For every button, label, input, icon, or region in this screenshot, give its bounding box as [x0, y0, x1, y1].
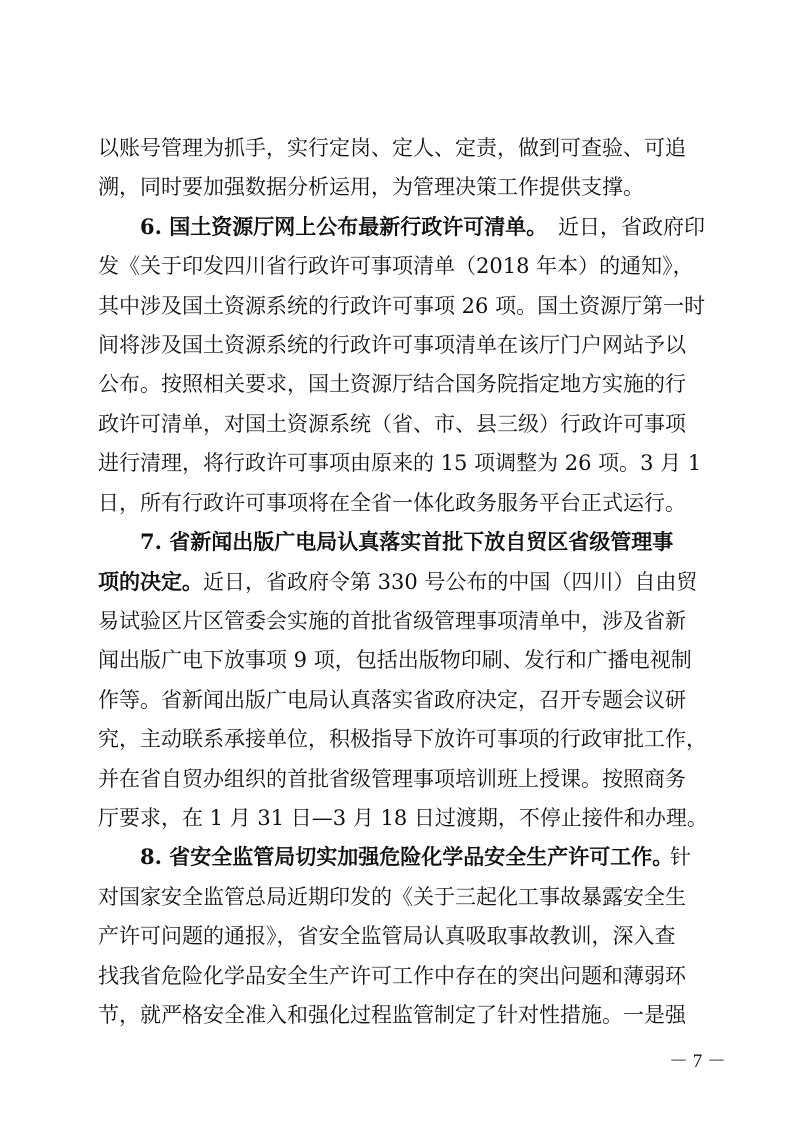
body-line: [0, 961, 793, 991]
paragraph-text: 对国家安全监管总局近期印发的《关于三起化工事故暴露安全生: [98, 885, 686, 909]
body-line: [0, 330, 793, 360]
body-line: [0, 133, 793, 163]
paragraph-text: 究，主动联系承接单位，积极指导下放许可事项的行政审批工作，: [98, 727, 707, 751]
paragraph-text: 闻出版广电下放事项 9 项，包括出版物印刷、发行和广播电视制: [98, 648, 692, 672]
body-line: [0, 645, 793, 675]
body-line: [0, 291, 793, 321]
paragraph-text: 进行清理，将行政许可事项由原来的 15 项调整为 26 项。3 月 1: [98, 451, 702, 475]
page-number: － 7 －: [668, 1051, 726, 1072]
paragraph-text: 近日，省政府令第 330 号公布的中国（四川）自由贸: [203, 570, 698, 594]
paragraph-text: 间将涉及国土资源系统的行政许可事项清单在该厅门户网站予以: [98, 333, 686, 357]
body-line: [0, 409, 793, 439]
body-line: [0, 685, 793, 715]
paragraph-text: 发《关于印发四川省行政许可事项清单（2018 年本）的通知》，: [98, 254, 694, 278]
body-line: [0, 882, 793, 912]
body-line: [0, 764, 793, 794]
paragraph-text: 近日，省政府印: [558, 215, 705, 239]
paragraph-text: 针: [670, 845, 691, 869]
paragraph-text: 作等。省新闻出版广电局认真落实省政府决定，召开专题会议研: [98, 688, 686, 712]
paragraph-text: 厅要求，在 1 月 31 日—3 月 18 日过渡期，不停止接件和办理。: [98, 806, 708, 830]
paragraph-text: 其中涉及国土资源系统的行政许可事项 26 项。国土资源厅第一时: [98, 294, 706, 318]
item-8-title: 8. 省安全监管局切实加强危险化学品安全生产许可工作。: [140, 844, 674, 869]
body-line: [0, 172, 793, 202]
paragraph-text: 找我省危险化学品安全生产许可工作中存在的突出问题和薄弱环: [98, 964, 686, 988]
item-6-first-line: [0, 212, 793, 242]
paragraph-text: 溯，同时要加强数据分析运用，为管理决策工作提供支撑。: [98, 175, 644, 199]
body-line: [0, 803, 793, 833]
paragraph-text: 节，就严格安全准入和强化过程监管制定了针对性措施。一是强: [98, 1003, 686, 1027]
paragraph-text: 公布。按照相关要求，国土资源厅结合国务院指定地方实施的行: [98, 372, 686, 396]
body-line: [0, 921, 793, 951]
body-line: [0, 606, 793, 636]
paragraph-text: 以账号管理为抓手，实行定岗、定人、定责，做到可查验、可追: [98, 136, 686, 160]
item-7-second-line: [0, 567, 793, 597]
item-8-first-line: [0, 842, 793, 872]
body-line: [0, 1000, 793, 1030]
body-line: [0, 251, 793, 281]
body-line: [0, 724, 793, 754]
item-7-title: 7. 省新闻出版广电局认真落实首批下放自贸区省级管理事: [140, 529, 674, 554]
body-line: [0, 369, 793, 399]
paragraph-text: 易试验区片区管委会实施的首批省级管理事项清单中，涉及省新: [98, 609, 686, 633]
body-line: [0, 488, 793, 518]
paragraph-text: 产许可问题的通报》，省安全监管局认真吸取事故教训，深入查: [98, 924, 676, 948]
body-line: [0, 448, 793, 478]
item-6-title: 6. 国土资源厅网上公布最新行政许可清单。: [140, 214, 548, 239]
item-7-first-line: [0, 527, 793, 557]
paragraph-text: 日，所有行政许可事项将在全省一体化政务服务平台正式运行。: [98, 491, 686, 515]
paragraph-text: 并在省自贸办组织的首批省级管理事项培训班上授课。按照商务: [98, 767, 686, 791]
item-7-title-continued: 项的决定。: [98, 569, 203, 594]
paragraph-text: 政许可清单，对国土资源系统（省、市、县三级）行政许可事项: [98, 412, 686, 436]
